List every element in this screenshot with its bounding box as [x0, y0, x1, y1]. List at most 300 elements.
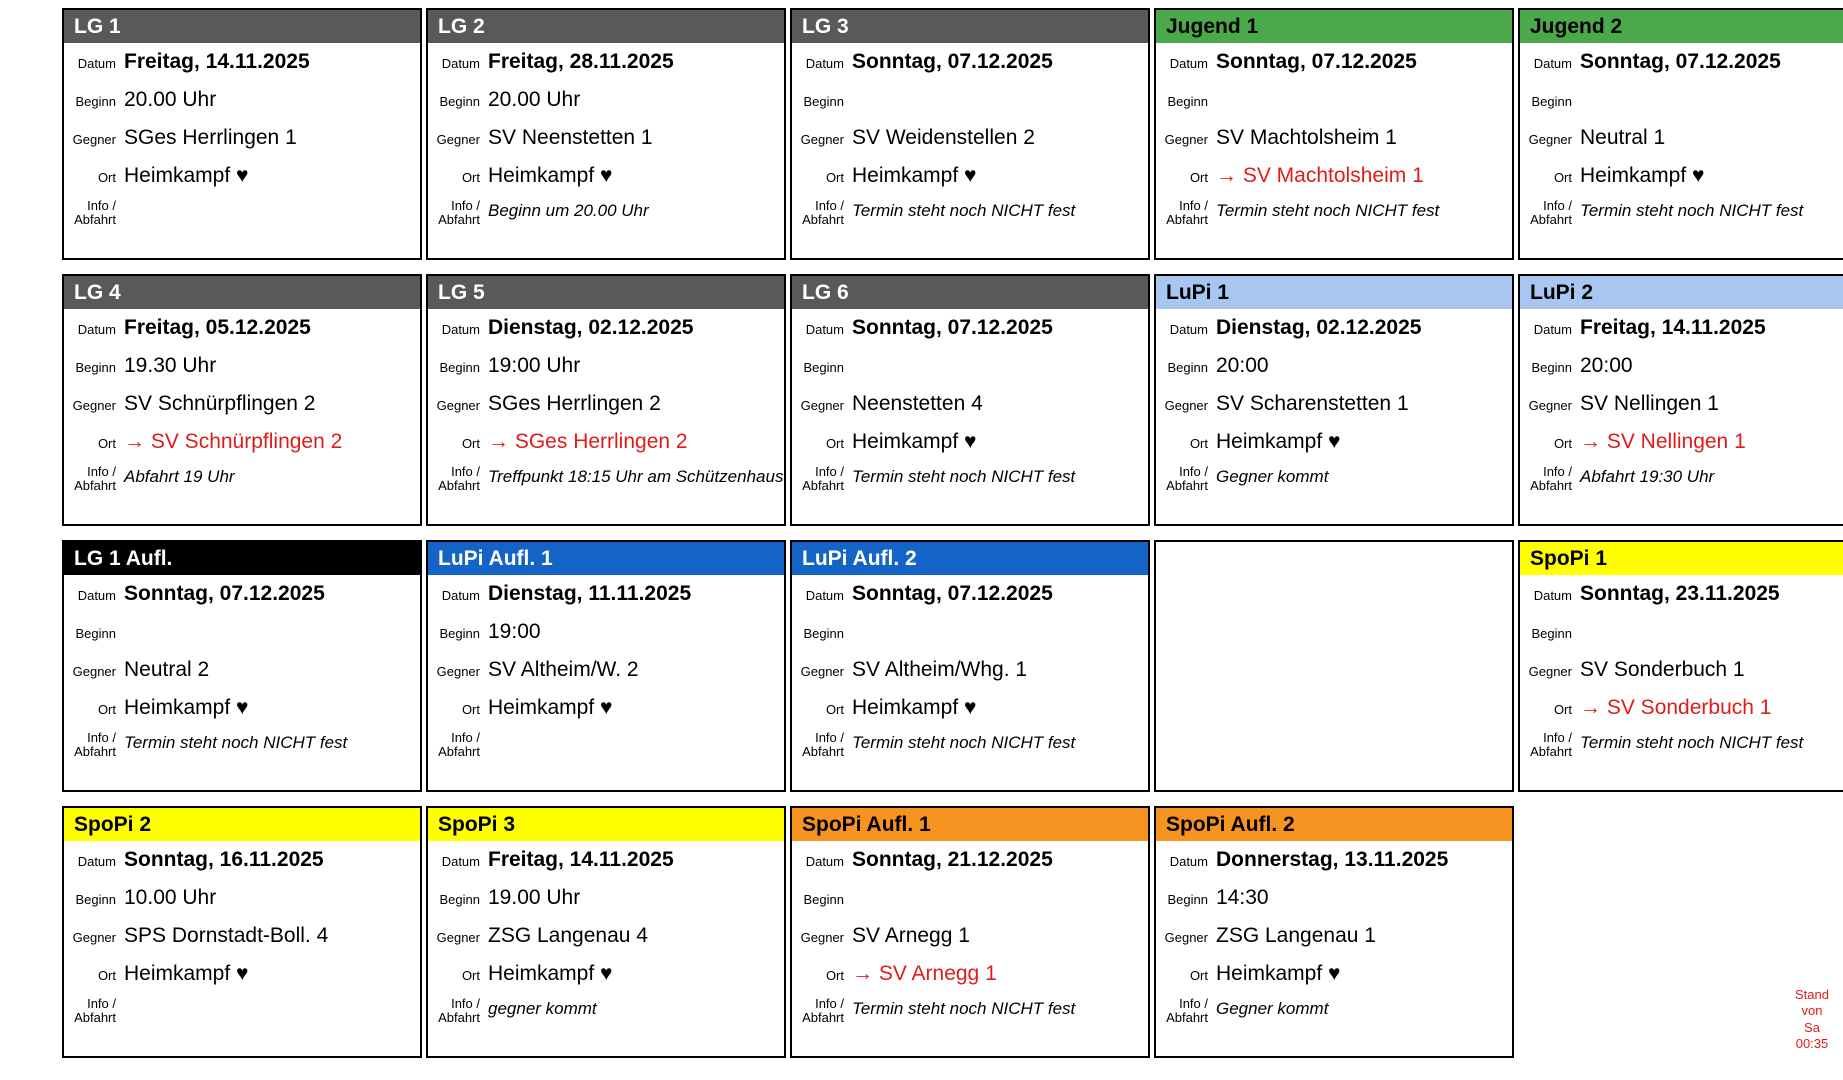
label-info-abfahrt: [1520, 461, 1578, 492]
match-card: [790, 540, 1150, 792]
match-card-title: LG 1: [64, 10, 420, 43]
match-card: [1154, 806, 1514, 1058]
match-card-fields: [1156, 309, 1512, 507]
match-card: [790, 8, 1150, 260]
label-beginn-text: Beginn: [1531, 94, 1572, 109]
label-gegner: [792, 385, 850, 413]
field-row: [1156, 43, 1512, 81]
stand-line-3: Sa: [1804, 1019, 1820, 1035]
label-ort: [428, 955, 486, 983]
value-ort: Heimkampf ♥: [488, 164, 613, 187]
label-ort: [792, 689, 850, 717]
label-abfahrt-text: Abfahrt: [1166, 1009, 1208, 1025]
label-ort-text: Ort: [461, 702, 480, 717]
label-datum-text: Datum: [1533, 588, 1572, 603]
label-ort-text: Ort: [461, 968, 480, 983]
label-info-abfahrt: [428, 461, 486, 492]
value-ort: Heimkampf ♥: [1216, 430, 1341, 453]
value-datum: Freitag, 14.11.2025: [488, 848, 674, 871]
label-info-abfahrt: [792, 461, 850, 492]
field-row: [1520, 461, 1843, 507]
value-ort: Heimkampf ♥: [124, 696, 249, 719]
value-info: Gegner kommt: [1216, 467, 1329, 486]
match-card: [62, 540, 422, 792]
label-beginn: [1156, 81, 1214, 109]
match-card-grid: [62, 8, 1843, 1058]
label-datum-text: Datum: [805, 322, 844, 337]
field-row: [792, 195, 1148, 241]
label-info-abfahrt: [64, 727, 122, 758]
match-card: [62, 274, 422, 526]
value-ort: → SGes Herrlingen 2: [488, 430, 688, 453]
label-ort: [64, 689, 122, 717]
field-row: [64, 195, 420, 241]
label-gegner: [64, 385, 122, 413]
match-card-fields: [1520, 575, 1843, 773]
field-row: [1156, 195, 1512, 241]
value-gegner: SV Sonderbuch 1: [1580, 658, 1745, 681]
label-beginn: [64, 347, 122, 375]
value-gegner: Neenstetten 4: [852, 392, 983, 415]
field-row: [792, 841, 1148, 879]
label-datum: [792, 43, 850, 71]
field-row: [428, 575, 784, 613]
field-row: [428, 613, 784, 651]
stand-line-2: von: [1801, 1003, 1823, 1019]
match-card-fields: [1156, 43, 1512, 241]
label-datum-text: Datum: [1533, 322, 1572, 337]
label-ort-text: Ort: [825, 436, 844, 451]
label-beginn: [428, 347, 486, 375]
label-info-text: Info /: [815, 464, 844, 479]
value-gegner: SV Scharenstetten 1: [1216, 392, 1409, 415]
label-info-text: Info /: [451, 464, 480, 479]
field-row: [1520, 613, 1843, 651]
match-card-fields: [428, 43, 784, 241]
status-stamp: [1783, 987, 1841, 1052]
value-datum: Sonntag, 07.12.2025: [1216, 50, 1417, 73]
field-row: [792, 461, 1148, 507]
label-beginn-text: Beginn: [1167, 94, 1208, 109]
label-gegner: [428, 917, 486, 945]
label-beginn-text: Beginn: [439, 626, 480, 641]
label-datum: [1520, 575, 1578, 603]
field-row: [792, 613, 1148, 651]
value-gegner: SV Schnürpflingen 2: [124, 392, 316, 415]
field-row: [428, 651, 784, 689]
value-info: [486, 727, 784, 733]
label-gegner: [428, 385, 486, 413]
field-row: [64, 841, 420, 879]
value-ort: → SV Arnegg 1: [852, 962, 997, 985]
field-row: [792, 43, 1148, 81]
field-row: [428, 461, 784, 507]
field-row: [428, 727, 784, 773]
label-gegner-text: Gegner: [800, 398, 844, 413]
match-card-fields: [1520, 43, 1843, 241]
label-gegner: [64, 119, 122, 147]
field-row: [64, 347, 420, 385]
field-row: [792, 157, 1148, 195]
label-gegner: [792, 651, 850, 679]
field-row: [1156, 309, 1512, 347]
label-ort: [1520, 157, 1578, 185]
label-gegner: [1156, 917, 1214, 945]
label-gegner: [1520, 651, 1578, 679]
label-datum-text: Datum: [1169, 56, 1208, 71]
match-card: [790, 274, 1150, 526]
value-info: Termin steht noch NICHT fest: [1216, 201, 1440, 220]
label-ort: [428, 689, 486, 717]
label-beginn-text: Beginn: [439, 94, 480, 109]
label-beginn-text: Beginn: [1167, 360, 1208, 375]
field-row: [1520, 81, 1843, 119]
label-info-abfahrt: [1520, 195, 1578, 226]
label-gegner: [1520, 119, 1578, 147]
label-ort: [1156, 955, 1214, 983]
label-info-text: Info /: [1179, 464, 1208, 479]
value-info: Termin steht noch NICHT fest: [852, 467, 1076, 486]
value-info: Gegner kommt: [1216, 999, 1329, 1018]
match-card: [1518, 274, 1843, 526]
label-abfahrt-text: Abfahrt: [802, 1009, 844, 1025]
label-gegner-text: Gegner: [800, 664, 844, 679]
field-row: [428, 385, 784, 423]
label-ort-text: Ort: [97, 702, 116, 717]
value-beginn: 20:00: [1216, 354, 1269, 377]
label-info-abfahrt: [428, 727, 486, 758]
label-abfahrt-text: Abfahrt: [1530, 743, 1572, 759]
label-abfahrt-text: Abfahrt: [1166, 477, 1208, 493]
value-ort: Heimkampf ♥: [488, 962, 613, 985]
label-gegner: [1156, 119, 1214, 147]
field-row: [1520, 347, 1843, 385]
label-abfahrt-text: Abfahrt: [438, 1009, 480, 1025]
label-datum: [1520, 43, 1578, 71]
field-row: [64, 385, 420, 423]
label-ort-text: Ort: [461, 170, 480, 185]
field-row: [1156, 119, 1512, 157]
label-ort: [64, 423, 122, 451]
field-row: [428, 157, 784, 195]
label-ort-text: Ort: [825, 968, 844, 983]
label-datum-text: Datum: [441, 854, 480, 869]
label-datum: [428, 309, 486, 337]
label-gegner: [792, 917, 850, 945]
label-beginn: [64, 879, 122, 907]
label-gegner-text: Gegner: [72, 132, 116, 147]
value-gegner: Neutral 2: [124, 658, 210, 681]
field-row: [1156, 917, 1512, 955]
value-ort: → SV Sonderbuch 1: [1580, 696, 1772, 719]
match-card-fields: [792, 575, 1148, 773]
field-row: [428, 879, 784, 917]
field-row: [1520, 195, 1843, 241]
field-row: [64, 879, 420, 917]
label-ort-text: Ort: [461, 436, 480, 451]
value-info: Beginn um 20.00 Uhr: [488, 201, 649, 220]
value-datum: Donnerstag, 13.11.2025: [1216, 848, 1449, 871]
value-gegner: SGes Herrlingen 1: [124, 126, 297, 149]
label-datum: [792, 575, 850, 603]
match-card-title: SpoPi Aufl. 1: [792, 808, 1148, 841]
field-row: [1156, 841, 1512, 879]
value-gegner: Neutral 1: [1580, 126, 1666, 149]
label-ort: [792, 955, 850, 983]
stand-line-4: 00:35: [1795, 1035, 1829, 1051]
match-card-fields: [792, 43, 1148, 241]
label-ort-text: Ort: [1189, 436, 1208, 451]
value-gegner: SV Machtolsheim 1: [1216, 126, 1397, 149]
field-row: [428, 423, 784, 461]
label-beginn: [792, 347, 850, 375]
value-info: [122, 195, 420, 201]
value-info: Treffpunkt 18:15 Uhr am Schützenhaus: [488, 467, 784, 486]
label-ort-text: Ort: [1189, 170, 1208, 185]
label-gegner: [1520, 385, 1578, 413]
label-datum-text: Datum: [1169, 322, 1208, 337]
value-datum: Freitag, 14.11.2025: [124, 50, 310, 73]
value-info: [122, 993, 420, 999]
label-beginn-text: Beginn: [803, 626, 844, 641]
field-row: [428, 347, 784, 385]
field-row: [428, 119, 784, 157]
field-row: [1520, 385, 1843, 423]
label-datum-text: Datum: [77, 588, 116, 603]
value-gegner: ZSG Langenau 4: [488, 924, 648, 947]
label-datum-text: Datum: [441, 56, 480, 71]
field-row: [428, 81, 784, 119]
value-info: Termin steht noch NICHT fest: [1580, 733, 1804, 752]
label-ort: [64, 955, 122, 983]
label-datum-text: Datum: [441, 588, 480, 603]
field-row: [1520, 43, 1843, 81]
label-gegner-text: Gegner: [1528, 664, 1572, 679]
match-card-fields: [64, 43, 420, 241]
value-info: gegner kommt: [488, 999, 597, 1018]
label-datum-text: Datum: [77, 56, 116, 71]
label-beginn-text: Beginn: [803, 892, 844, 907]
label-beginn: [1520, 347, 1578, 375]
label-gegner-text: Gegner: [436, 664, 480, 679]
value-datum: Sonntag, 07.12.2025: [124, 582, 325, 605]
label-beginn: [428, 879, 486, 907]
field-row: [1520, 651, 1843, 689]
value-datum: Freitag, 28.11.2025: [488, 50, 674, 73]
label-ort: [1520, 423, 1578, 451]
match-card-title: Jugend 1: [1156, 10, 1512, 43]
match-card-title: LG 1 Aufl.: [64, 542, 420, 575]
field-row: [1520, 423, 1843, 461]
match-card-title: LG 5: [428, 276, 784, 309]
match-card-fields: [64, 841, 420, 1039]
label-beginn: [1156, 347, 1214, 375]
field-row: [64, 309, 420, 347]
value-ort: Heimkampf ♥: [852, 696, 977, 719]
label-info-text: Info /: [87, 464, 116, 479]
label-info-text: Info /: [87, 198, 116, 213]
value-beginn: 19.00 Uhr: [488, 886, 581, 909]
label-datum-text: Datum: [1169, 854, 1208, 869]
value-gegner: SGes Herrlingen 2: [488, 392, 661, 415]
field-row: [792, 423, 1148, 461]
field-row: [1156, 423, 1512, 461]
label-abfahrt-text: Abfahrt: [802, 743, 844, 759]
field-row: [1520, 575, 1843, 613]
label-abfahrt-text: Abfahrt: [74, 1009, 116, 1025]
field-row: [428, 841, 784, 879]
field-row: [792, 119, 1148, 157]
label-abfahrt-text: Abfahrt: [74, 477, 116, 493]
label-beginn-text: Beginn: [75, 892, 116, 907]
label-ort-text: Ort: [1553, 170, 1572, 185]
match-card-title: LuPi Aufl. 1: [428, 542, 784, 575]
label-gegner-text: Gegner: [436, 132, 480, 147]
field-row: [64, 917, 420, 955]
field-row: [792, 689, 1148, 727]
value-beginn: 20.00 Uhr: [124, 88, 217, 111]
label-gegner-text: Gegner: [72, 930, 116, 945]
match-card-title: SpoPi Aufl. 2: [1156, 808, 1512, 841]
label-ort-text: Ort: [825, 170, 844, 185]
field-row: [792, 651, 1148, 689]
label-beginn-text: Beginn: [75, 360, 116, 375]
label-gegner: [64, 651, 122, 679]
label-gegner-text: Gegner: [1164, 930, 1208, 945]
value-info: Termin steht noch NICHT fest: [1580, 201, 1804, 220]
match-card-title: LG 4: [64, 276, 420, 309]
value-info: Termin steht noch NICHT fest: [852, 201, 1076, 220]
match-card-fields: [64, 575, 420, 773]
field-row: [1156, 157, 1512, 195]
match-card-title: LuPi 2: [1520, 276, 1843, 309]
label-gegner-text: Gegner: [1164, 398, 1208, 413]
label-info-text: Info /: [1179, 198, 1208, 213]
label-ort-text: Ort: [825, 702, 844, 717]
label-datum-text: Datum: [441, 322, 480, 337]
match-card-fields: [1520, 309, 1843, 507]
match-card-title: SpoPi 1: [1520, 542, 1843, 575]
field-row: [64, 119, 420, 157]
label-info-abfahrt: [792, 195, 850, 226]
label-beginn: [1520, 81, 1578, 109]
label-info-abfahrt: [792, 727, 850, 758]
label-info-abfahrt: [64, 195, 122, 226]
label-ort-text: Ort: [1553, 436, 1572, 451]
match-card-fields: [64, 309, 420, 507]
field-row: [1156, 993, 1512, 1039]
label-datum: [64, 841, 122, 869]
match-card: [62, 806, 422, 1058]
match-card-fields: [428, 309, 784, 507]
field-row: [1156, 347, 1512, 385]
label-info-text: Info /: [1543, 464, 1572, 479]
value-ort: Heimkampf ♥: [1580, 164, 1705, 187]
label-beginn: [792, 879, 850, 907]
value-beginn: 19.30 Uhr: [124, 354, 217, 377]
label-info-text: Info /: [815, 198, 844, 213]
value-gegner: SV Arnegg 1: [852, 924, 970, 947]
match-card-title: LuPi Aufl. 2: [792, 542, 1148, 575]
field-row: [64, 43, 420, 81]
match-card: [1154, 274, 1514, 526]
label-abfahrt-text: Abfahrt: [802, 477, 844, 493]
value-datum: Dienstag, 11.11.2025: [488, 582, 692, 605]
match-card-fields: [792, 841, 1148, 1039]
match-card-title: SpoPi 2: [64, 808, 420, 841]
value-beginn: 14:30: [1216, 886, 1269, 909]
value-ort: Heimkampf ♥: [124, 164, 249, 187]
field-row: [792, 727, 1148, 773]
match-card-title: Jugend 2: [1520, 10, 1843, 43]
value-ort: → SV Machtolsheim 1: [1216, 164, 1424, 187]
match-card: [1518, 8, 1843, 260]
label-gegner: [428, 651, 486, 679]
value-gegner: SV Altheim/W. 2: [488, 658, 639, 681]
label-beginn: [428, 81, 486, 109]
label-ort: [1156, 423, 1214, 451]
field-row: [64, 461, 420, 507]
label-info-abfahrt: [792, 993, 850, 1024]
label-datum: [428, 43, 486, 71]
label-datum: [792, 309, 850, 337]
field-row: [792, 575, 1148, 613]
label-beginn: [64, 613, 122, 641]
value-info: Termin steht noch NICHT fest: [852, 733, 1076, 752]
field-row: [64, 81, 420, 119]
field-row: [792, 879, 1148, 917]
match-card-title: LuPi 1: [1156, 276, 1512, 309]
match-card: [426, 806, 786, 1058]
label-info-text: Info /: [1179, 996, 1208, 1011]
label-gegner-text: Gegner: [436, 398, 480, 413]
match-card: [426, 540, 786, 792]
label-gegner-text: Gegner: [436, 930, 480, 945]
label-beginn-text: Beginn: [803, 94, 844, 109]
label-beginn: [792, 81, 850, 109]
field-row: [428, 43, 784, 81]
label-beginn-text: Beginn: [1531, 360, 1572, 375]
label-beginn-text: Beginn: [439, 892, 480, 907]
field-row: [64, 575, 420, 613]
label-datum: [64, 309, 122, 337]
match-card: [62, 8, 422, 260]
match-card: [426, 274, 786, 526]
value-datum: Sonntag, 07.12.2025: [852, 50, 1053, 73]
label-abfahrt-text: Abfahrt: [1530, 477, 1572, 493]
field-row: [792, 81, 1148, 119]
field-row: [64, 993, 420, 1039]
field-row: [1520, 727, 1843, 773]
match-card-title: LG 3: [792, 10, 1148, 43]
label-abfahrt-text: Abfahrt: [438, 743, 480, 759]
field-row: [428, 993, 784, 1039]
field-row: [64, 651, 420, 689]
label-ort: [64, 157, 122, 185]
match-card-fields: [428, 575, 784, 773]
match-card: [1518, 540, 1843, 792]
label-info-text: Info /: [815, 996, 844, 1011]
label-gegner: [428, 119, 486, 147]
value-gegner: SV Nellingen 1: [1580, 392, 1719, 415]
label-datum: [64, 43, 122, 71]
label-ort: [428, 423, 486, 451]
label-info-text: Info /: [1543, 730, 1572, 745]
label-beginn-text: Beginn: [803, 360, 844, 375]
match-card-fields: [792, 309, 1148, 507]
field-row: [428, 195, 784, 241]
field-row: [1520, 689, 1843, 727]
